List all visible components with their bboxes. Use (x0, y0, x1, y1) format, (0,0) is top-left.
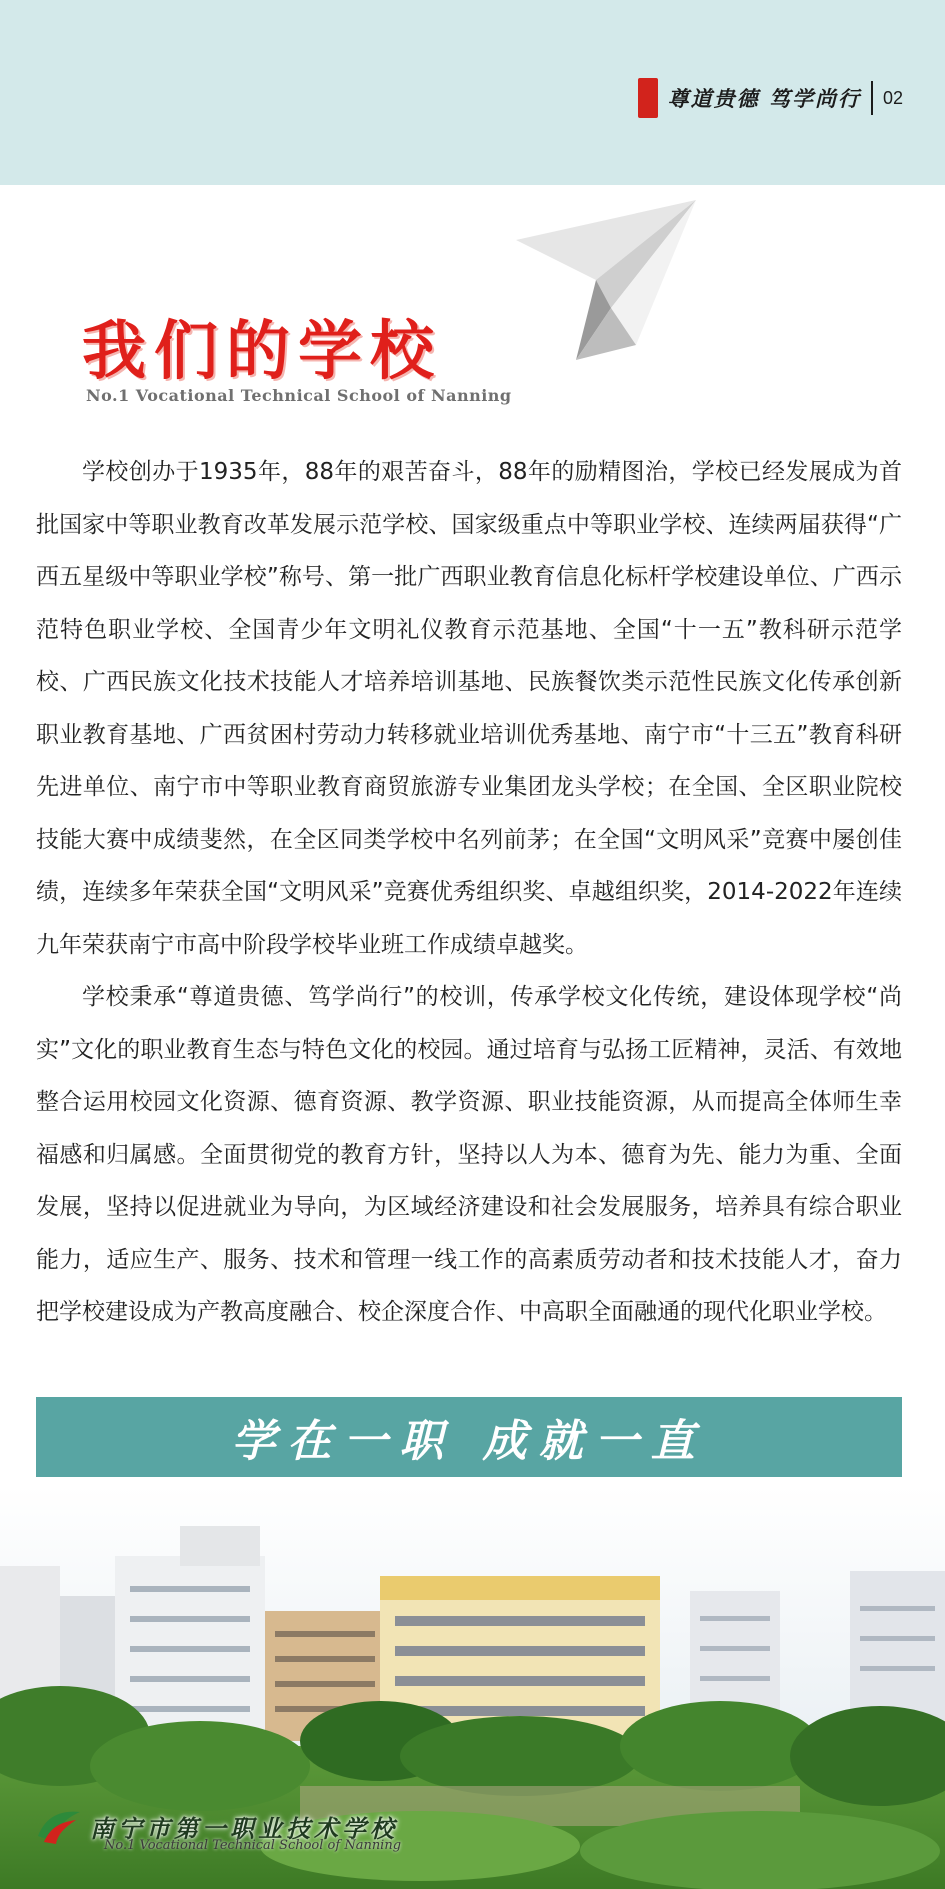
seal-stamp-icon (638, 78, 658, 118)
header-divider (871, 81, 873, 115)
school-name-en: No.1 Vocational Technical School of Nanning (104, 1838, 402, 1853)
page-subtitle: No.1 Vocational Technical School of Nanning (86, 386, 512, 405)
school-emblem-icon (36, 1806, 82, 1846)
school-motto: 尊道贵德 笃学尚行 (667, 86, 861, 111)
school-name: 南宁市第一职业技术学校 (90, 1813, 398, 1843)
paragraph-history: 学校创办于1935年，88年的艰苦奋斗，88年的励精图治，学校已经发展成为首批国家中等职业教育改革发展示范学校、国家级重点中等职业学校、连续两届获得“广西五星级中等职业学校”称号、第一批广西职业教育信息化标杆学校建设单位、广西示范特色职业学校、全国青少年文明礼仪教育示范基地、全国“十一五”教科研示范学校、广西民族文化技术技能人才培养培训基地、民族餐饮类示范性民族文化传承创新职业教育基地、广西贫困村劳动力转移就业培训优秀基地、南宁市“十三五”教育科研先进单位、南宁市中等职业教育商贸旅游专业集团龙头学校；在全国、全区职业院校技能大赛中成绩斐然，在全区同类学校中名列前茅；在全国“文明风采”竞赛中屡创佳绩，连续多年荣获全国“文明风采”竞赛优秀组织奖、卓越组织奖，2014-2022年连续九年荣获南宁市高中阶段学校毕业班工作成绩卓越奖。 (36, 459, 902, 958)
paragraph-motto: 学校秉承“尊道贵德、笃学尚行”的校训，传承学校文化传统，建设体现学校“尚实”文化的职业教育生态与特色文化的校园。通过培育与弘扬工匠精神，灵活、有效地整合运用校园文化资源、德育资源、教学资源、职业技能资源，从而提高全体师生幸福感和归属感。全面贯彻党的教育方针，坚持以人为本、德育为先、能力为重、全面发展，坚持以促进就业为导向，为区域经济建设和社会发展服务，培养具有综合职业能力，适应生产、服务、技术和管理一线工作的高素质劳动者和技术技能人才，奋力把学校建设成为产教高度融合、校企深度合作、中高职全面融通的现代化职业学校。 (36, 984, 902, 1325)
slogan-banner (36, 1397, 902, 1477)
paper-plane-icon (516, 200, 696, 360)
slogan-text: 学在一职 成就一直 (231, 1416, 707, 1467)
intro-text (36, 446, 902, 1339)
header-motto-group (638, 78, 903, 118)
page-title: 我们的学校 (82, 315, 442, 389)
header-band (0, 0, 945, 185)
page-number: 02 (882, 87, 903, 108)
